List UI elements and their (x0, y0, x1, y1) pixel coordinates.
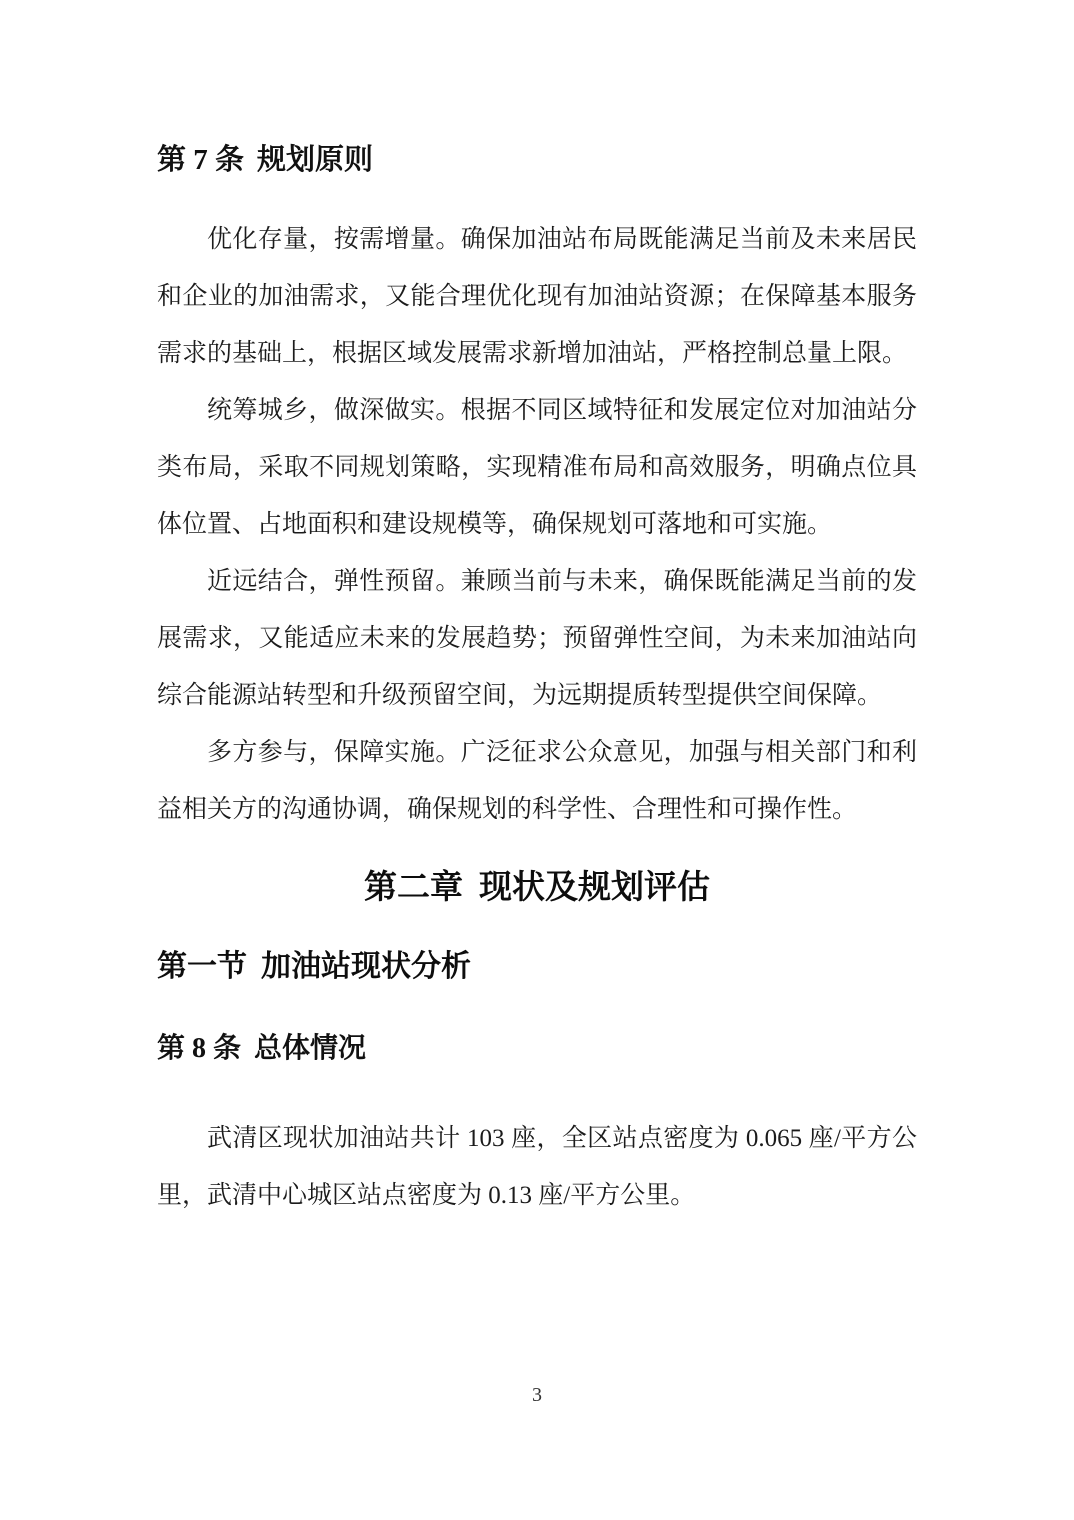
article-8-label: 第 8 条 (157, 1033, 242, 1064)
page-content (157, 0, 917, 1224)
section-1-label: 第一节 (157, 950, 247, 983)
section-1-title: 加油站现状分析 (261, 950, 471, 983)
article-8-title: 总体情况 (254, 1033, 367, 1064)
page-number: 3 (532, 1384, 542, 1406)
section-1-heading (157, 946, 917, 988)
article-8-paragraph-1: 武清区现状加油站共计 103 座，全区站点密度为 0.065 座/平方公里，武清中心城区站点密度为 0.13 座/平方公里。 (157, 1125, 917, 1209)
chapter-2-heading (157, 866, 917, 908)
chapter-2-label: 第二章 (364, 868, 463, 905)
article-7-paragraph-2: 统筹城乡，做深做实。根据不同区域特征和发展定位对加油站分类布局，采取不同规划策略，实现精准布局和高效服务，明确点位具体位置、占地面积和建设规模等，确保规划可落地和可实施。 (157, 397, 917, 538)
article-7-paragraph-4: 多方参与，保障实施。广泛征求公众意见，加强与相关部门和利益相关方的沟通协调，确保规划的科学性、合理性和可操作性。 (157, 739, 917, 823)
article-7-label: 第 7 条 (157, 144, 245, 176)
article-8-heading (157, 1031, 917, 1067)
article-7-paragraph-3: 近远结合，弹性预留。兼顾当前与未来，确保既能满足当前的发展需求，又能适应未来的发展趋势；预留弹性空间，为未来加油站向综合能源站转型和升级预留空间，为远期提质转型提供空间保障。 (157, 568, 917, 709)
article-7-title: 规划原则 (257, 144, 374, 176)
article-7-heading (157, 143, 917, 177)
article-7-paragraph-1: 优化存量，按需增量。确保加油站布局既能满足当前及未来居民和企业的加油需求，又能合理优化现有加油站资源；在保障基本服务需求的基础上，根据区域发展需求新增加油站，严格控制总量上限。 (157, 226, 917, 367)
chapter-2-title: 现状及规划评估 (479, 868, 710, 905)
